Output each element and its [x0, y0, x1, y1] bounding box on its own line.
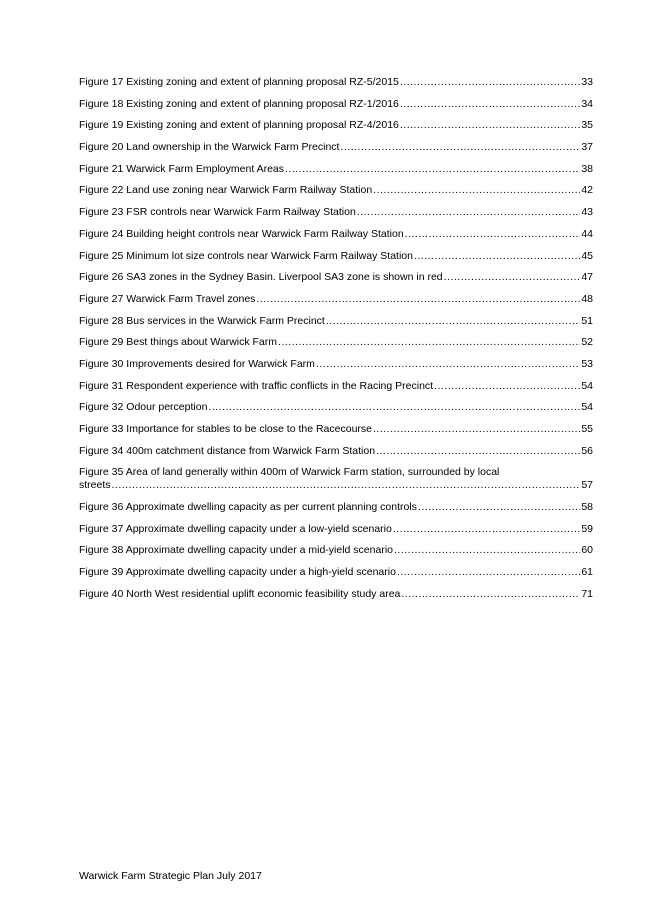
toc-entry[interactable] — [79, 380, 593, 393]
toc-entry-title: Figure 25 Minimum lot size controls near Warwick Farm Railway Station — [79, 249, 413, 262]
toc-entry[interactable] — [79, 206, 593, 219]
toc-entry-title: Figure 39 Approximate dwelling capacity under a high-yield scenario — [79, 566, 396, 579]
toc-entry-page: 45 — [581, 249, 593, 262]
toc-entry-page: 54 — [581, 379, 593, 392]
toc-leader-dots — [373, 184, 580, 197]
toc-entry-title: Figure 23 FSR controls near Warwick Farm Railway Station — [79, 206, 356, 219]
toc-leader-dots — [376, 445, 580, 458]
toc-leader-dots — [418, 501, 580, 514]
toc-leader-dots — [444, 271, 581, 284]
toc-leader-dots — [397, 566, 580, 579]
toc-entry[interactable] — [79, 76, 593, 89]
toc-entry-title: Figure 32 Odour perception — [79, 401, 208, 414]
toc-entry-page: 38 — [581, 162, 593, 175]
toc-entry-title: Figure 29 Best things about Warwick Farm — [79, 336, 278, 349]
toc-entry[interactable] — [79, 523, 593, 536]
toc-entry-page: 51 — [581, 314, 593, 327]
toc-entry-title: Figure 30 Improvements desired for Warwick Farm — [79, 357, 315, 370]
toc-entry[interactable] — [79, 336, 593, 349]
toc-entry[interactable] — [79, 358, 593, 371]
toc-entry[interactable] — [79, 184, 593, 197]
toc-entry-title: Figure 34 400m catchment distance from Warwick Farm Station — [79, 444, 376, 457]
toc-leader-dots — [316, 358, 580, 371]
toc-entry-title-line1: Figure 35 Area of land generally within 400m of Warwick Farm station, surrounded by local — [79, 466, 500, 479]
toc-entry[interactable] — [79, 293, 593, 306]
toc-entry-title: Figure 19 Existing zoning and extent of planning proposal RZ-4/2016 — [79, 119, 399, 132]
toc-entry-page: 60 — [581, 544, 593, 557]
toc-leader-dots — [405, 228, 581, 241]
toc-leader-dots — [256, 293, 580, 306]
toc-entry[interactable] — [79, 141, 593, 154]
toc-entry[interactable] — [79, 588, 593, 601]
toc-entry[interactable] — [79, 445, 593, 458]
toc-entry-page: 37 — [581, 141, 593, 154]
toc-entry-page: 61 — [581, 566, 593, 579]
toc-leader-dots — [285, 163, 580, 176]
toc-leader-dots — [357, 206, 581, 219]
toc-leader-dots — [401, 588, 580, 601]
toc-entry-page: 34 — [581, 97, 593, 110]
toc-leader-dots — [112, 479, 581, 492]
toc-leader-dots — [373, 423, 580, 436]
toc-entry[interactable] — [79, 544, 593, 557]
toc-entry[interactable] — [79, 228, 593, 241]
toc-entry[interactable] — [79, 98, 593, 111]
toc-entry-page: 58 — [581, 501, 593, 514]
toc-entry-title: Figure 28 Bus services in the Warwick Farm Precinct — [79, 314, 325, 327]
toc-leader-dots — [278, 336, 580, 349]
toc-entry-page: 56 — [581, 444, 593, 457]
toc-leader-dots — [208, 401, 580, 414]
toc-entry[interactable] — [79, 271, 593, 284]
toc-entry[interactable] — [79, 119, 593, 132]
toc-entry-page: 47 — [581, 271, 593, 284]
toc-entry-title: Figure 24 Building height controls near Warwick Farm Railway Station — [79, 227, 404, 240]
toc-entry[interactable] — [79, 566, 593, 579]
toc-entry-page: 71 — [581, 587, 593, 600]
toc-entry-title: Figure 22 Land use zoning near Warwick Farm Railway Station — [79, 184, 373, 197]
toc-entry-title: Figure 36 Approximate dwelling capacity as per current planning controls — [79, 501, 417, 514]
toc-entry-page: 57 — [581, 479, 593, 492]
toc-leader-dots — [400, 76, 580, 89]
toc-entry-page: 42 — [581, 184, 593, 197]
toc-entry-page: 59 — [581, 522, 593, 535]
toc-entry[interactable] — [79, 163, 593, 176]
toc-entry-title: Figure 17 Existing zoning and extent of planning proposal RZ-5/2015 — [79, 76, 399, 88]
toc-entry-page: 55 — [581, 423, 593, 435]
toc-entry-title: Figure 18 Existing zoning and extent of planning proposal RZ-1/2016 — [79, 97, 399, 110]
toc-entry-page: 43 — [581, 206, 593, 219]
toc-leader-dots — [326, 315, 580, 328]
toc-entry-title: Figure 33 Importance for stables to be close to the Racecourse — [79, 423, 372, 435]
toc-entry-page: 44 — [581, 227, 593, 240]
toc-entry-title: Figure 21 Warwick Farm Employment Areas — [79, 162, 285, 175]
toc-leader-dots — [414, 250, 580, 263]
toc-entry-page: 35 — [581, 119, 593, 132]
toc-entry-page: 33 — [581, 76, 593, 88]
toc-leader-dots — [434, 380, 580, 393]
toc-entry-title: Figure 26 SA3 zones in the Sydney Basin. Liverpool SA3 zone is shown in red — [79, 271, 443, 284]
toc-leader-dots — [400, 98, 580, 111]
toc-entry-title: Figure 38 Approximate dwelling capacity under a mid-yield scenario — [79, 544, 393, 557]
toc-entry-page: 54 — [581, 401, 593, 414]
toc-leader-dots — [394, 544, 580, 557]
toc-entry-title: Figure 27 Warwick Farm Travel zones — [79, 292, 256, 305]
toc-entry-title: Figure 31 Respondent experience with traffic conflicts in the Racing Precinct — [79, 379, 434, 392]
toc-entry-title: Figure 37 Approximate dwelling capacity under a low-yield scenario — [79, 522, 392, 535]
toc-leader-dots — [340, 141, 580, 154]
toc-leader-dots — [400, 119, 580, 132]
toc-entry-title-line2: streets — [79, 479, 111, 492]
table-of-figures — [79, 76, 593, 610]
toc-entry-page: 48 — [581, 292, 593, 305]
toc-entry[interactable] — [79, 315, 593, 328]
toc-entry[interactable] — [79, 466, 593, 492]
toc-entry-title: Figure 20 Land ownership in the Warwick Farm Precinct — [79, 141, 340, 154]
toc-leader-dots — [393, 523, 580, 536]
toc-entry-title: Figure 40 North West residential uplift economic feasibility study area — [79, 587, 401, 600]
toc-entry[interactable] — [79, 250, 593, 263]
page-footer: Warwick Farm Strategic Plan July 2017 — [79, 870, 262, 882]
toc-entry-page: 53 — [581, 357, 593, 370]
toc-entry[interactable] — [79, 423, 593, 436]
toc-entry-page: 52 — [581, 336, 593, 349]
toc-entry[interactable] — [79, 401, 593, 414]
toc-entry[interactable] — [79, 501, 593, 514]
